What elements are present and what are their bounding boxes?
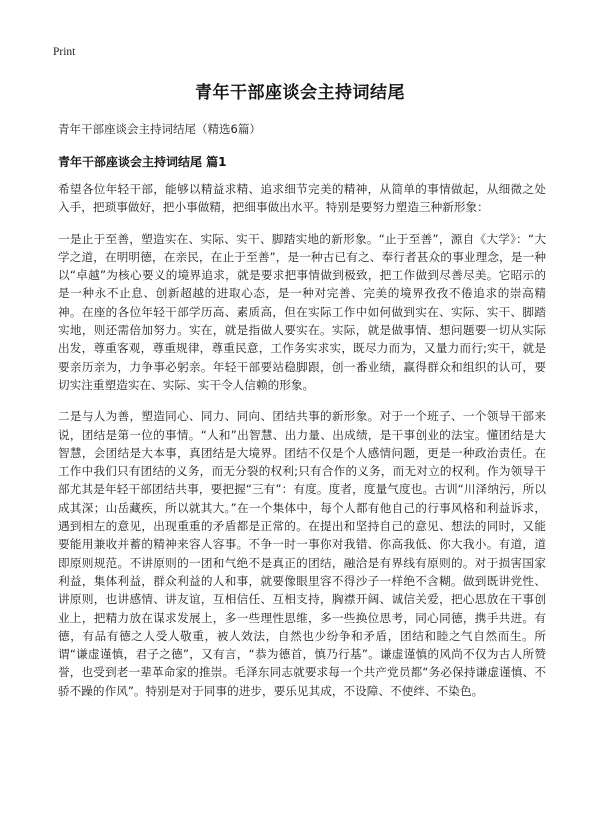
page-title: 青年干部座谈会主持词结尾 [195,83,405,103]
section-heading: 青年干部座谈会主持词结尾 篇1 [58,155,227,169]
paragraph-point-two: 二是与人为善，塑造同心、同力、同向、团结共事的新形象。对于一个班子、一个领导干部来说，团结是第一位的事情。“人和”出智慧、出力量、出成绩，是干事创业的法宝。懂团结是大智慧，会团结是大本事，真团结是大境界。团结不仅是个人感情问题，更是一种政治责任。在工作中我们只有团结的义务，而无分裂的权利;只有合作的义务，而无对立的权利。作为领导干部尤其是年轻干部团结共事，要把握“三有”：有度。度者，度量气度也。古训“川泽纳污，所以成其深；山岳藏疾，所以就其大。”在一个集体中，每个人都有他自己的行事风格和利益诉求，遇到相左的意见，出现重重的矛盾都是正常的。在提出和坚持自己的意见、想法的同时，又能要能用兼收并蓄的精神来容人容事。不争一时一事你对我错、你高我低、你大我小。有道，道即原则规范。不讲原则的一团和气绝不是真正的团结，融洽是有界线有原则的。对于损害国家利益，集体利益，群众利益的人和事，就要像眼里容不得沙子一样绝不含糊。做到既讲党性、讲原则，也讲感情、讲友谊，互相信任、互相支持，胸襟开阔、诚信关爱，把心思放在干事创业上，把精力放在谋求发展上，多一些理性思维，多一些换位思考，同心同德，携手共进。有德，有品有德之人受人敬重，被人效法，自然也少纷争和矛盾，团结和睦之气自然而生。所谓“谦虚谨慎，君子之德”，又有言，“恭为德首，慎乃行基”。谦虚谨慎的风尚不仅为古人所赞誉，也受到老一辈革命家的推崇。毛泽东同志就要求每一个共产党员都“务必保持谦虚谨慎、不骄不躁的作风”。特别是对于同事的进步，要乐见其成，不设障、不使绊、不染色。 [58,409,546,698]
paragraph-intro: 希望各位年轻干部，能够以精益求精、追求细节完美的精神，从简单的事情做起，从细微之处入手，把琐事做好，把小事做精，把细事做出水平。特别是要努力塑造三种新形象： [58,182,546,215]
document-subtitle: 青年干部座谈会主持词结尾（精选6篇） [58,122,261,136]
paragraph-point-one: 一是止于至善，塑造实在、实际、实干、脚踏实地的新形象。“止于至善”，源自《大学》：“大学之道，在明明德，在亲民，在止于至善”，是一种古已有之、奉行者甚众的事业理念，是一种以“卓越”为核心要义的境界追求，就是要求把事情做到极致，把工作做到尽善尽美。它昭示的是一种永不止息、创新超越的进取心态，是一种对完善、完美的境界孜孜不倦追求的崇高精神。在座的各位年轻干部学历高、素质高，但在实际工作中如何做到实在、实际、实干、脚踏实地，则还需倍加努力。实在，就是指做人要实在。实际，就是做事情、想问题要一切从实际出发，尊重客观，尊重规律，尊重民意，工作务实求实，既尽力而为，又量力而行;实干，就是要亲历亲为，力争事必躬亲。年轻干部要站稳脚跟，创一番业绩，赢得群众和组织的认可，要切实注重塑造实在、实际、实干令人信赖的形象。 [58,231,546,392]
article-body [58,180,546,713]
print-link[interactable]: Print [53,46,76,58]
